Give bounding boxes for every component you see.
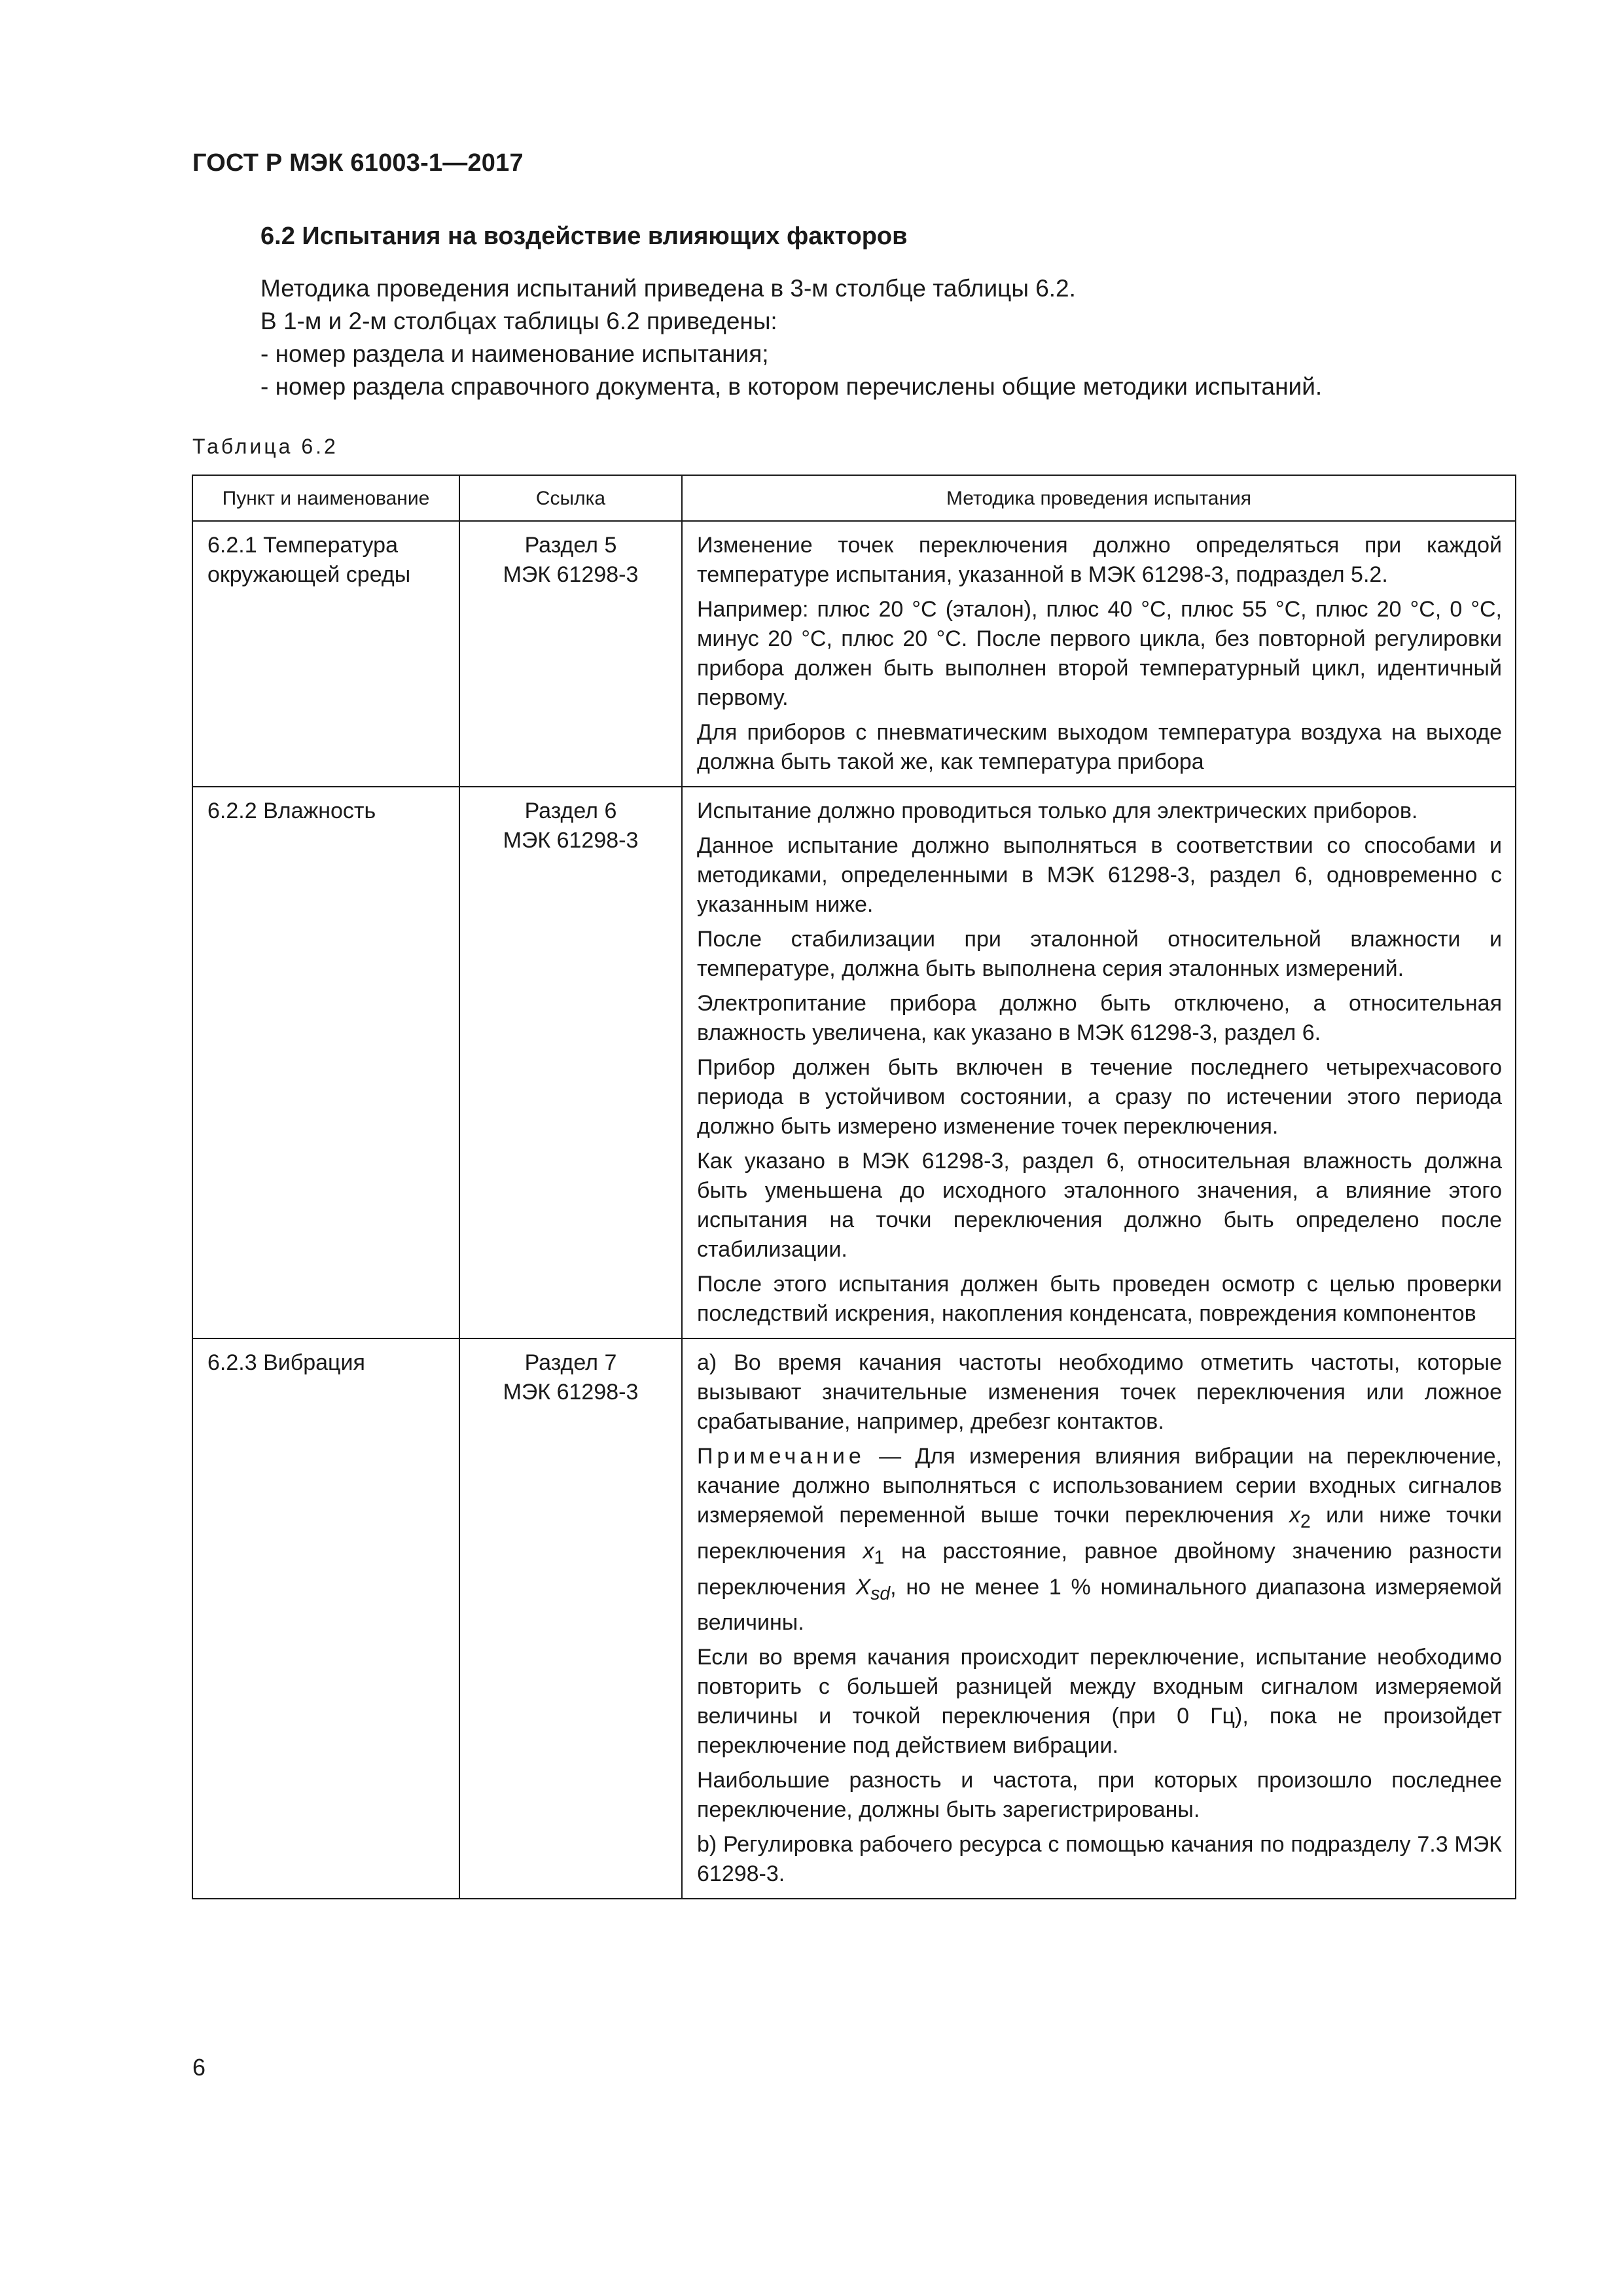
row-item-name: 6.2.1 Температура окружающей среды: [192, 521, 459, 787]
row-method: [682, 787, 1516, 1338]
row-reference: [459, 521, 682, 787]
method-paragraph: Если во время качания происходит переключение, испытание необходимо повторить с большей разницей между входным сигналом измеряемой величины и точкой переключения (при 0 Гц), пока не произойдет переключение под действием вибрации.: [697, 1645, 1502, 1759]
variable-x2-subscript: 2: [1300, 1511, 1311, 1532]
method-paragraph: Электропитание прибора должно быть отключено, а относительная влажность увеличена, как указано в МЭК 61298-3, раздел 6.: [697, 991, 1502, 1045]
section-title: 6.2 Испытания на воздействие влияющих факторов: [260, 223, 908, 250]
reference-section: Раздел 7: [524, 1350, 617, 1375]
method-paragraph: а) Во время качания частоты необходимо отметить частоты, которые вызывают значительные изменения точек переключения или ложное срабатывание, например, дребезг контактов.: [697, 1350, 1502, 1434]
table-caption: Таблица 6.2: [192, 435, 338, 458]
variable-xsd: X: [855, 1574, 871, 1600]
reference-section: Раздел 5: [524, 533, 617, 558]
note-label: Примечание: [697, 1444, 865, 1469]
method-paragraph: b) Регулировка рабочего ресурса с помощью качания по подразделу 7.3 МЭК 61298-3.: [697, 1832, 1502, 1887]
document-header: ГОСТ Р МЭК 61003-1—2017: [192, 149, 524, 177]
method-paragraph: Как указано в МЭК 61298-3, раздел 6, относительная влажность должна быть уменьшена до исходного эталонного значения, а влияние этого испытания на точки переключения должно быть определено после стабилизации.: [697, 1149, 1502, 1262]
section-intro: [260, 272, 1504, 403]
variable-xsd-subscript: sd: [870, 1583, 891, 1604]
note-text: — Для измерения влияния вибрации на переключение, качание должно выполняться с использованием серии входных сигналов измеряемой переменной выше точки переключения: [697, 1444, 1502, 1528]
method-paragraph: Изменение точек переключения должно определяться при каждой температуре испытания, указанной в МЭК 61298-3, подраздел 5.2.: [697, 533, 1502, 587]
intro-paragraph: В 1-м и 2-м столбцах таблицы 6.2 приведены:: [260, 308, 777, 334]
reference-standard: МЭК 61298-3: [503, 1380, 639, 1405]
note-text: на расстояние, равное двойному значению разности переключения: [697, 1538, 1502, 1600]
row-method: [682, 521, 1516, 787]
table-row: [192, 1338, 1516, 1899]
column-header-item: Пункт и наименование: [192, 475, 459, 521]
method-note: [697, 1442, 1502, 1638]
method-paragraph: Для приборов с пневматическим выходом температура воздуха на выходе должна быть такой же, как температура прибора: [697, 720, 1502, 774]
reference-standard: МЭК 61298-3: [503, 562, 639, 587]
table-row: [192, 787, 1516, 1338]
test-methods-table: [192, 475, 1516, 1899]
method-paragraph: После стабилизации при эталонной относительной влажности и температуре, должна быть выполнена серия эталонных измерений.: [697, 927, 1502, 981]
row-item-name: 6.2.3 Вибрация: [192, 1338, 459, 1899]
variable-x1: x: [863, 1538, 874, 1564]
reference-section: Раздел 6: [524, 798, 617, 823]
intro-list: [260, 338, 1504, 403]
list-item: - номер раздела справочного документа, в котором перечислены общие методики испытаний.: [260, 373, 1323, 400]
list-item: - номер раздела и наименование испытания;: [260, 340, 769, 367]
table-row: [192, 521, 1516, 787]
note-text: , но не менее 1 % номинального диапазона измеряемой величины.: [697, 1574, 1502, 1636]
row-item-name: 6.2.2 Влажность: [192, 787, 459, 1338]
row-reference: [459, 787, 682, 1338]
method-paragraph: Испытание должно проводиться только для электрических приборов.: [697, 798, 1418, 823]
test-methods-table-container: [192, 475, 1516, 1899]
method-paragraph: Данное испытание должно выполняться в соответствии со способами и методиками, определенными в МЭК 61298-3, раздел 6, одновременно с указанным ниже.: [697, 833, 1502, 917]
intro-paragraph: Методика проведения испытаний приведена в 3-м столбце таблицы 6.2.: [260, 275, 1076, 302]
column-header-reference: Ссылка: [459, 475, 682, 521]
table-header-row: [192, 475, 1516, 521]
method-paragraph: Например: плюс 20 °С (эталон), плюс 40 °С, плюс 55 °С, плюс 20 °С, 0 °С, минус 20 °С, плюс 20 °С. После первого цикла, без повторной регулировки прибора должен быть выполнен второй температурный цикл, идентичный первому.: [697, 597, 1502, 710]
variable-x1-subscript: 1: [874, 1547, 885, 1568]
method-paragraph: После этого испытания должен быть проведен осмотр с целью проверки последствий искрения, накопления конденсата, повреждения компонентов: [697, 1272, 1502, 1326]
row-reference: [459, 1338, 682, 1899]
method-paragraph: Наибольшие разность и частота, при которых произошло последнее переключение, должны быть зарегистрированы.: [697, 1768, 1502, 1823]
page-number: 6: [192, 2054, 206, 2081]
note-text: или ниже точки переключения: [697, 1503, 1502, 1564]
variable-x2: x: [1289, 1503, 1300, 1528]
reference-standard: МЭК 61298-3: [503, 828, 639, 853]
row-method: [682, 1338, 1516, 1899]
method-paragraph: Прибор должен быть включен в течение последнего четырехчасового периода в устойчивом состоянии, а сразу по истечении этого периода должно быть измерено изменение точек переключения.: [697, 1055, 1502, 1139]
column-header-method: Методика проведения испытания: [682, 475, 1516, 521]
